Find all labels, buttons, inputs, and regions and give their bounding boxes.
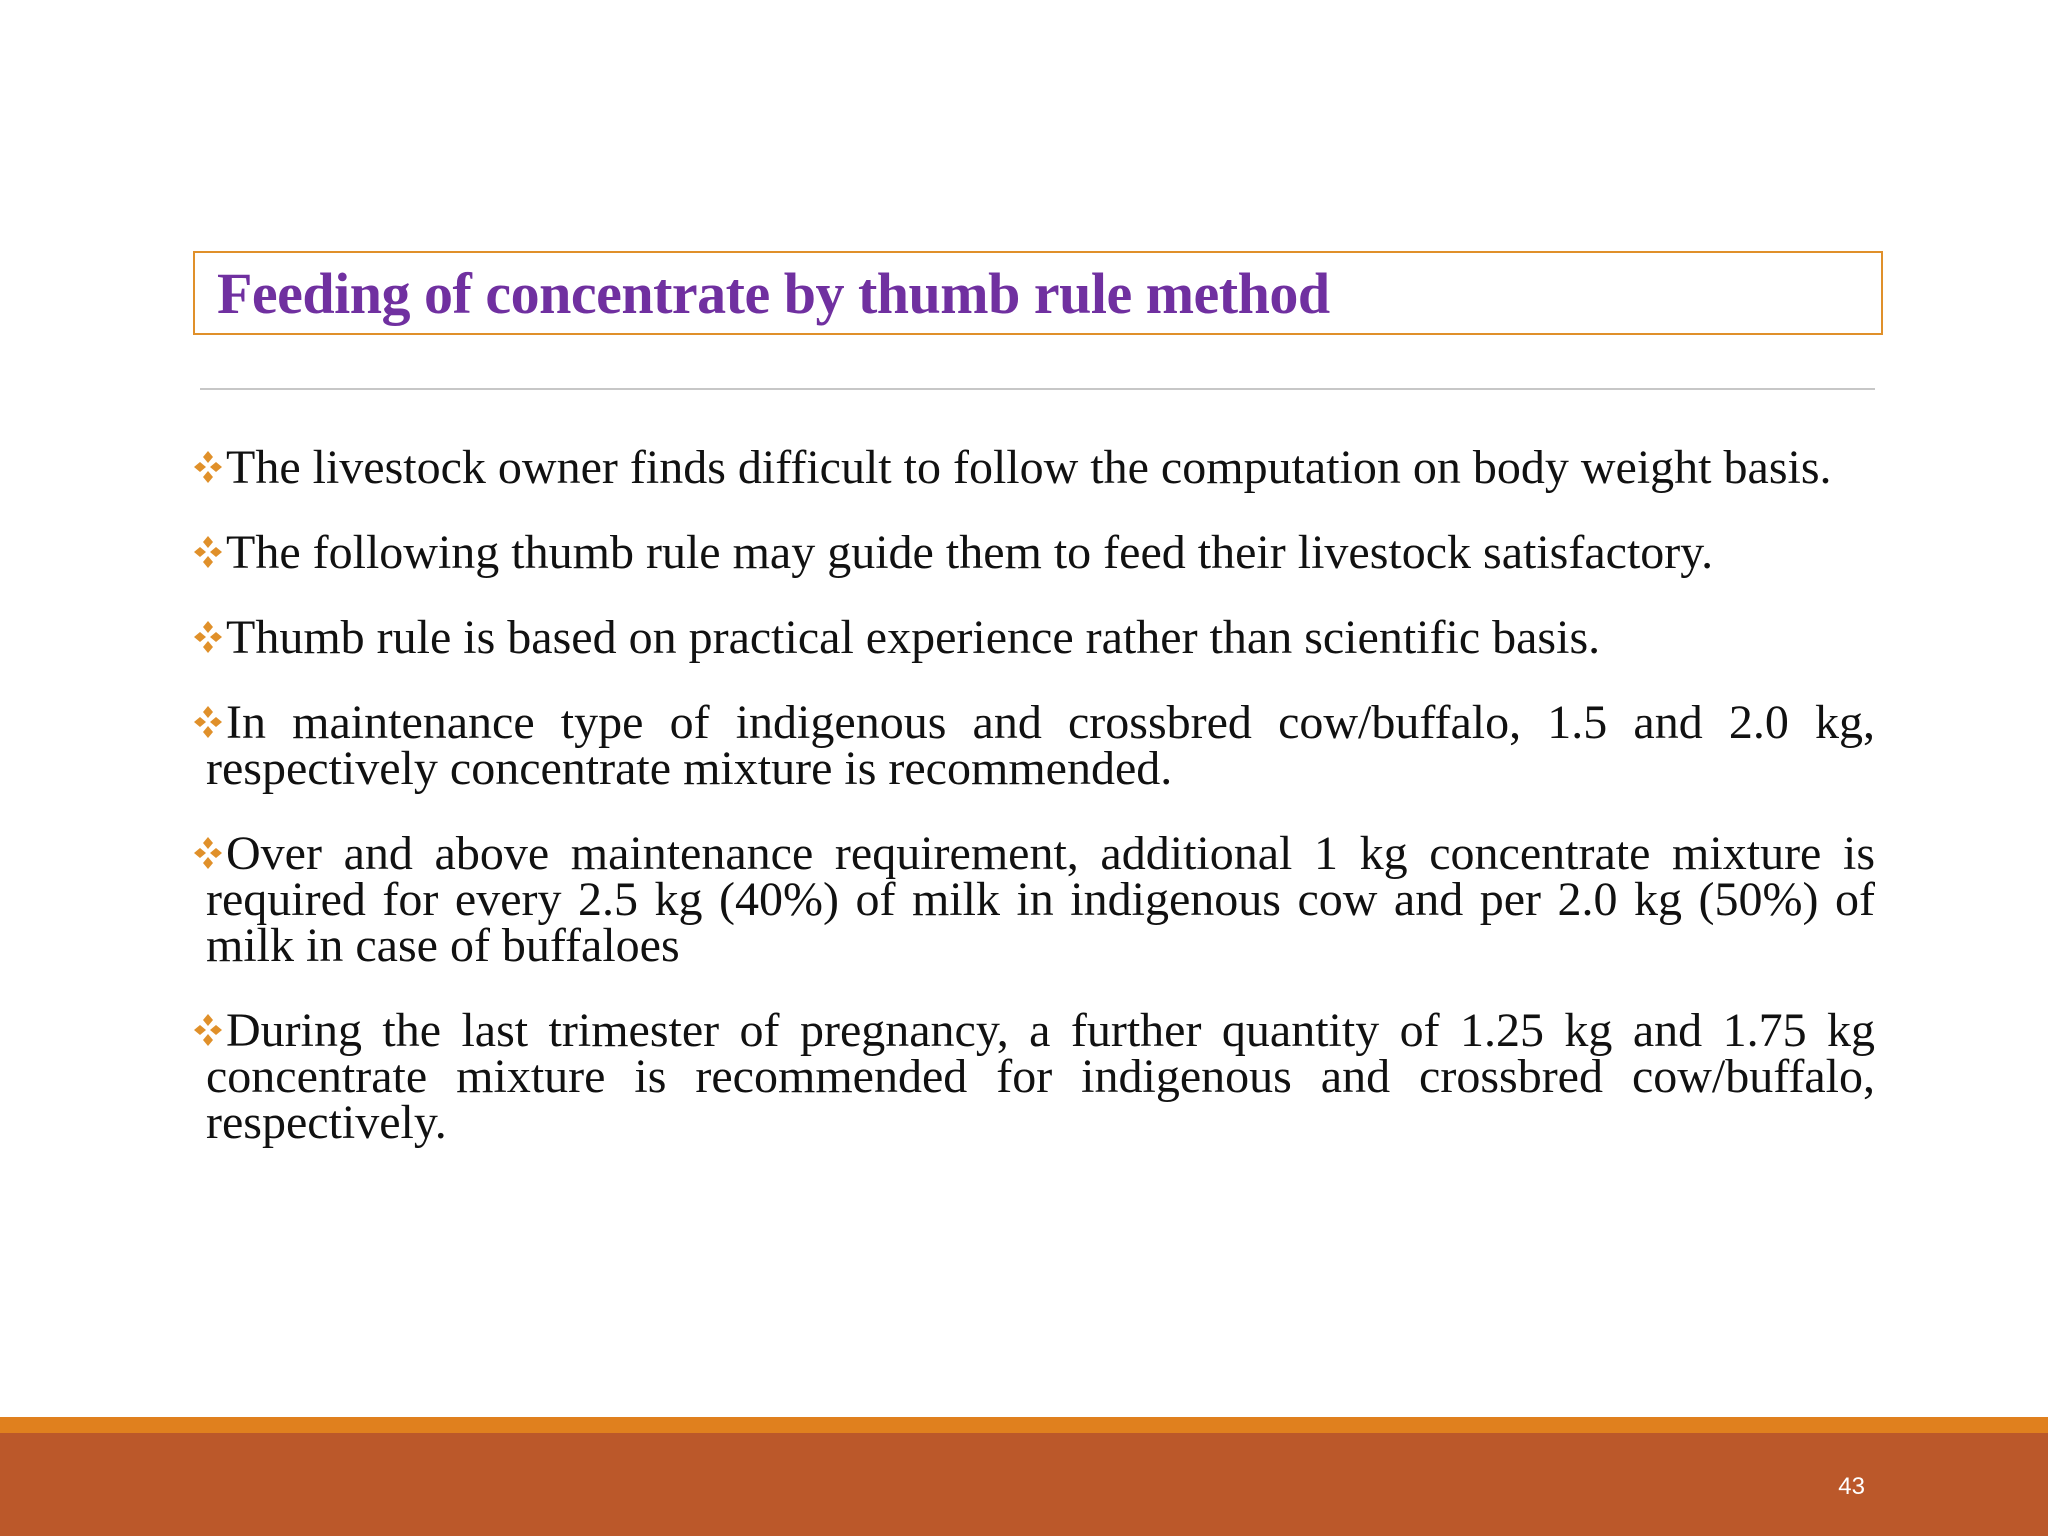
diamond-bullet-icon <box>190 534 226 570</box>
bullet-item <box>190 526 1875 579</box>
bullet-item <box>190 827 1875 972</box>
page-number: 43 <box>1838 1473 1865 1500</box>
bullet-item <box>190 696 1875 795</box>
footer-band <box>0 1433 2048 1536</box>
bullet-text: During the last trimester of pregnancy, a further quantity of 1.25 kg and 1.75 kg concentrate mixture is recommended for indigenous and crossbred cow/buffalo, respectively. <box>206 1004 1875 1149</box>
bullet-text: Over and above maintenance requirement, additional 1 kg concentrate mixture is required for every 2.5 kg (40%) of milk in indigenous cow and per 2.0 kg (50%) of milk in case of buffaloes <box>206 827 1875 972</box>
diamond-bullet-icon <box>190 704 226 740</box>
slide-title: Feeding of concentrate by thumb rule method <box>217 260 1330 326</box>
diamond-bullet-icon <box>190 449 226 485</box>
bullet-text: The following thumb rule may guide them to feed their livestock satisfactory. <box>226 526 1714 579</box>
bullet-item <box>190 1004 1875 1149</box>
bullet-item <box>190 441 1875 494</box>
title-divider <box>200 388 1875 390</box>
diamond-bullet-icon <box>190 619 226 655</box>
diamond-bullet-icon <box>190 1012 226 1048</box>
bullet-item <box>190 611 1875 664</box>
bullet-text: In maintenance type of indigenous and crossbred cow/buffalo, 1.5 and 2.0 kg, respectively concentrate mixture is recommended. <box>206 696 1875 795</box>
diamond-bullet-icon <box>190 835 226 871</box>
bullet-text: Thumb rule is based on practical experience rather than scientific basis. <box>226 611 1601 664</box>
bullet-text: The livestock owner finds difficult to follow the computation on body weight basis. <box>226 441 1832 494</box>
title-box <box>193 251 1883 335</box>
bullet-list <box>190 441 1875 1185</box>
footer-accent-stripe <box>0 1417 2048 1433</box>
